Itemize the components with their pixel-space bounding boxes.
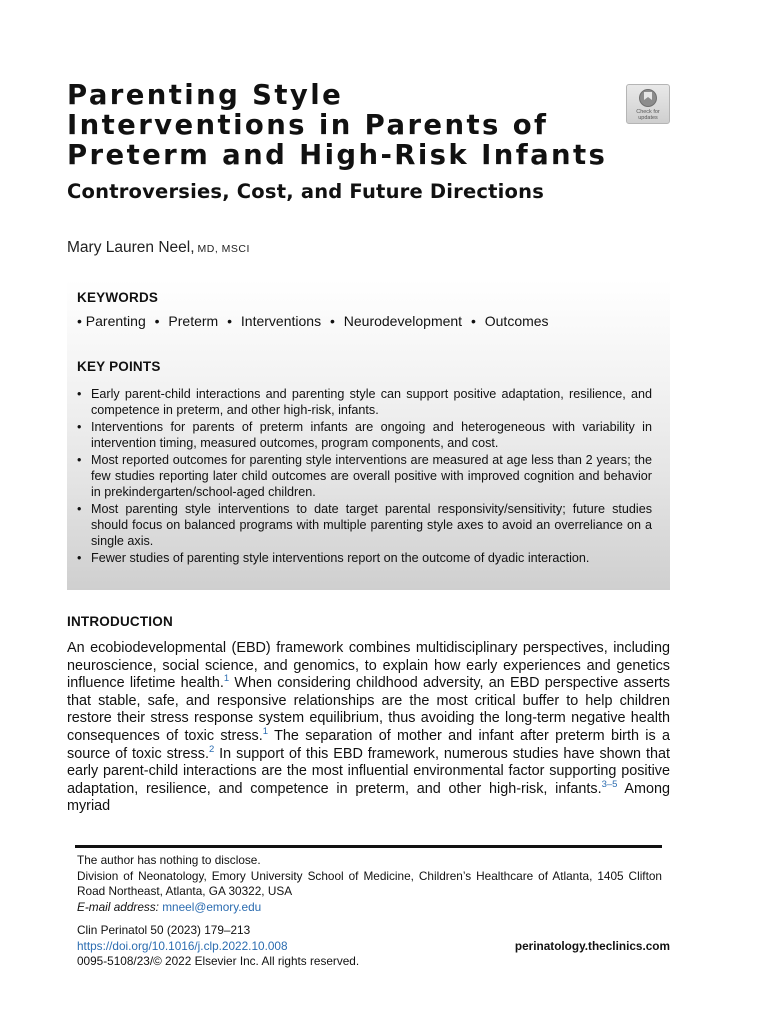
check-for-updates-button[interactable] (626, 84, 670, 124)
bullet-icon: • (77, 420, 82, 434)
journal-citation: Clin Perinatol 50 (2023) 179–213 (77, 923, 251, 937)
key-points-list (77, 386, 652, 567)
keyword: Outcomes (484, 313, 549, 329)
doi-link[interactable]: https://doi.org/10.1016/j.clp.2022.10.008 (77, 938, 288, 953)
reference-link[interactable]: 1 (223, 673, 230, 685)
key-point-item: • Most parenting style interventions to date target parental responsivity/sensitivity; future studies should focus on balanced programs with multiple parenting style axes to avoid an overreliance on a single axis. (77, 502, 652, 548)
key-point-item: • Fewer studies of parenting style interventions report on the outcome of dyadic interaction. (77, 551, 590, 565)
bullet-icon: • (77, 502, 82, 516)
title-line: Interventions in Parents of (67, 109, 549, 141)
title-line: Parenting Style (67, 79, 344, 111)
email-label: E-mail address: (77, 899, 159, 914)
journal-site-link[interactable]: perinatology.theclinics.com (514, 939, 670, 953)
keyword: Neurodevelopment (343, 313, 463, 329)
footnotes (77, 853, 662, 915)
keyword-bullet: • (470, 313, 476, 329)
abstract-box (67, 280, 670, 590)
article-title (67, 80, 627, 170)
bullet-icon: • (77, 453, 82, 467)
check-for-updates-icon (637, 88, 659, 108)
email-link[interactable]: mneel@emory.edu (162, 899, 262, 914)
key-point-item: • Interventions for parents of preterm infants are ongoing and heterogeneous with variability in intervention timing, measured outcomes, program components, and cost. (77, 420, 652, 450)
bullet-icon: • (77, 387, 82, 401)
author-affiliation: Division of Neonatology, Emory University School of Medicine, Children’s Healthcare of Atlanta, 1405 Clifton Road Northeast, Atlanta, GA 30322, USA (77, 868, 662, 898)
keyword: Interventions (240, 313, 322, 329)
key-point-item: • Early parent-child interactions and parenting style can support positive adaptation, resilience, and competence in preterm, and other high-risk, infants. (77, 387, 652, 417)
title-line: Preterm and High-Risk Infants (67, 139, 608, 171)
disclosure-note: The author has nothing to disclose. (77, 853, 261, 867)
author-line (67, 239, 250, 257)
badge-label: Check for updates (636, 109, 660, 121)
keyword: Preterm (168, 313, 219, 329)
keywords-heading: KEYWORDS (77, 290, 159, 305)
keyword-bullet: • (77, 313, 82, 329)
key-point-item: • Most reported outcomes for parenting style interventions are measured at age less than 2 years; the few studies reporting later child outcomes are overall positive with improved cognition and behavior in prekindergarten/school-aged children. (77, 453, 652, 499)
footnote-divider (75, 845, 662, 848)
keyword: Parenting (85, 313, 146, 329)
introduction-paragraph: An ecobiodevelopmental (EBD) framework combines multidisciplinary perspectives, including neuroscience, social science, and genomics, to explain how early experiences and genetics influence lifetime health.$^1$ When considering childhood adversity, an EBD perspective asserts that stable, safe, and responsive relationships are the most critical buffer to help children restore their stress response system equilibrium, thus avoiding the long-term negative health consequences of toxic stress.$^1$ The separation of mother and infant after preterm birth is a source of toxic stress.$^2$ In support of this EBD framework, numerous studies have shown that early parent-child interactions are the most influential environmental factor supporting positive adaptation, resilience, and competence in preterm, and other high-risk, infants.$^{3-5}$ Among myriad (67, 640, 671, 815)
email-line (77, 900, 662, 916)
keywords-list (77, 313, 549, 329)
keyword-bullet: • (154, 313, 160, 329)
reference-link[interactable]: 2 (208, 743, 215, 755)
article-subtitle: Controversies, Cost, and Future Directions (67, 180, 545, 203)
reference-link[interactable]: 3–5 (601, 778, 618, 790)
keyword-bullet: • (227, 313, 233, 329)
citation-block (77, 923, 359, 970)
author-degrees: MD, MSCI (197, 243, 250, 255)
author-name: Mary Lauren Neel, (67, 239, 195, 256)
copyright-line: 0095-5108/23/© 2022 Elsevier Inc. All rights reserved. (77, 954, 360, 968)
reference-link[interactable]: 1 (262, 726, 269, 738)
introduction-heading: INTRODUCTION (67, 614, 173, 629)
keyword-bullet: • (329, 313, 335, 329)
bullet-icon: • (77, 551, 82, 565)
key-points-heading: KEY POINTS (77, 359, 161, 374)
